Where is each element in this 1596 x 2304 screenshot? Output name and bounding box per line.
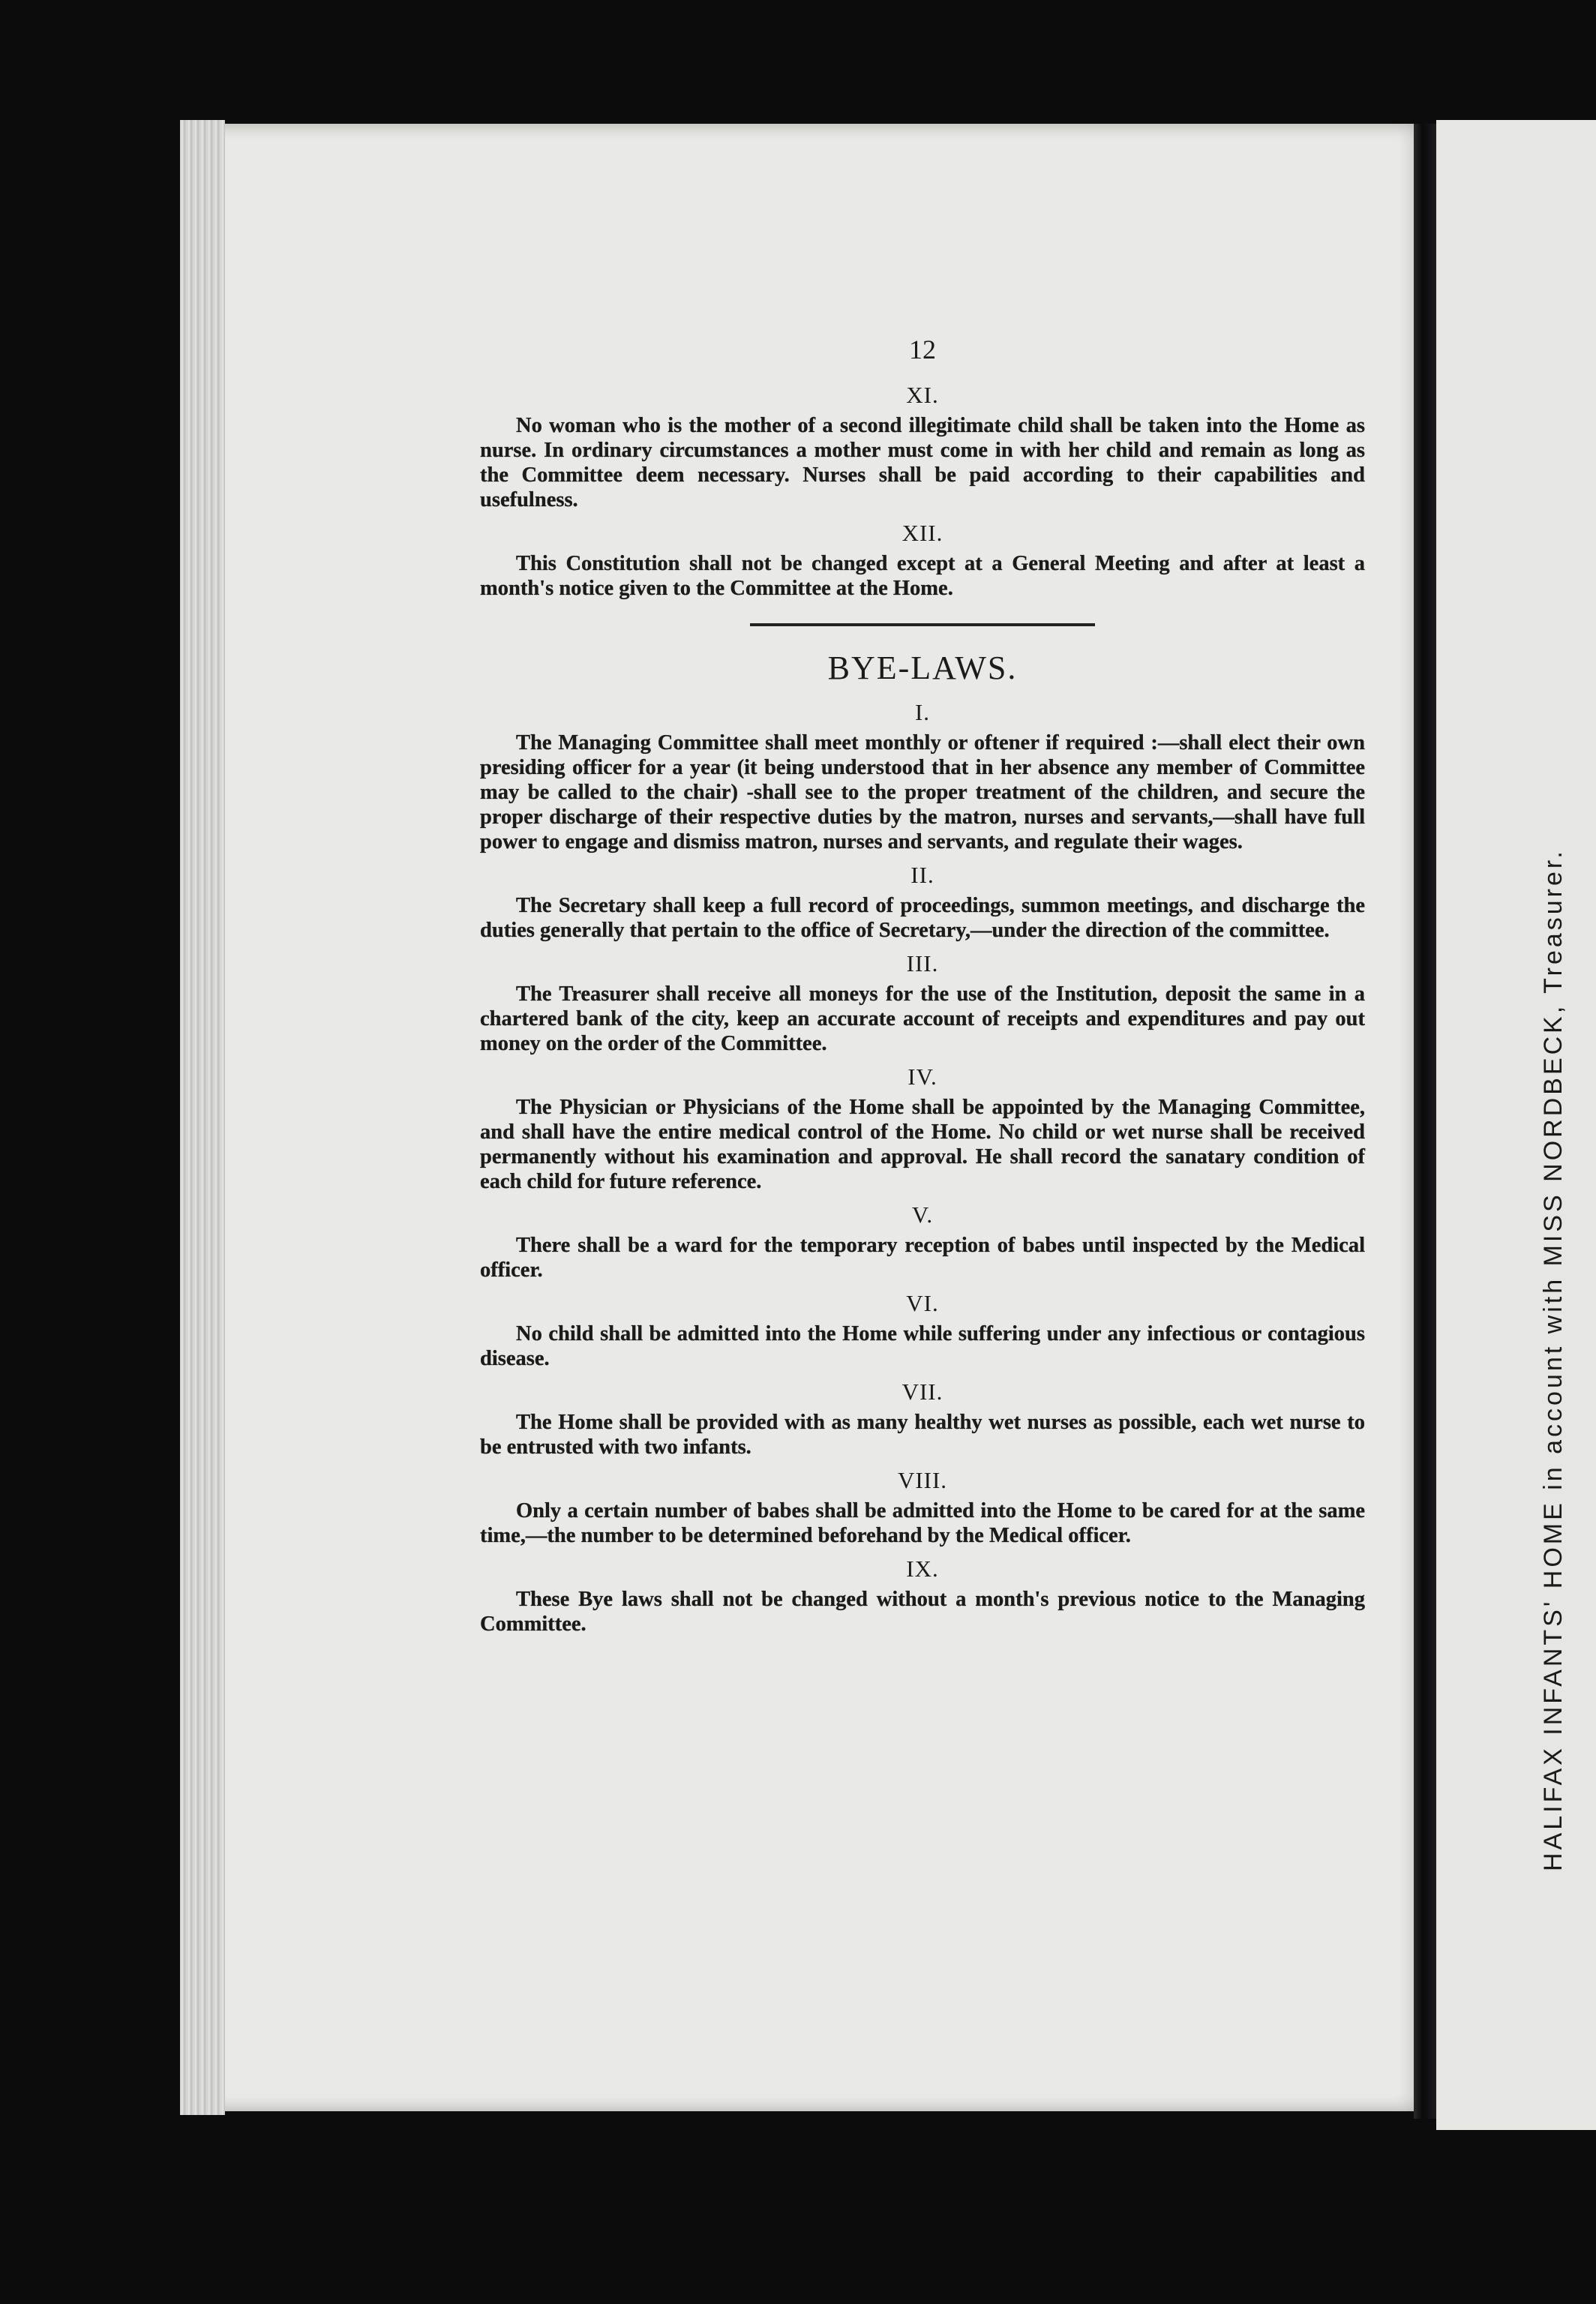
page-content xyxy=(480,334,1365,1642)
bye-law-numeral: IX. xyxy=(906,1556,939,1582)
right-page xyxy=(1436,120,1596,2130)
bye-law-text: No child shall be admitted into the Home while suffering under any infectious or contagious disease. xyxy=(480,1322,1365,1370)
bye-law xyxy=(480,1064,1365,1194)
bye-law-text: These Bye laws shall not be changed without a month's previous notice to the Managing Committee. xyxy=(480,1588,1365,1636)
bye-law xyxy=(480,1467,1365,1548)
bye-law-text: Only a certain number of babes shall be admitted into the Home to be cared for at the same time,—the number to be determined beforehand by the Medical officer. xyxy=(480,1499,1365,1547)
facing-page-heading: HALIFAX INFANTS' HOME in account with MISS NORDBECK, Treasurer. xyxy=(1539,848,1568,1871)
constitution-section xyxy=(480,382,1365,512)
bye-laws-title: BYE-LAWS. xyxy=(827,650,1018,686)
page-edge-stack xyxy=(180,120,225,2115)
book-gutter xyxy=(1414,124,1436,2119)
bye-law-numeral: V. xyxy=(911,1202,934,1228)
bye-law xyxy=(480,1378,1365,1460)
section-numeral: XII. xyxy=(902,520,944,546)
section-text: No woman who is the mother of a second illegitimate child shall be taken into the Home as nurse. In ordinary circumstances a mother must come in with her child and remain as long as the Committee deem necessary. Nurses shall be paid according to their capabilities and usefulness. xyxy=(480,414,1365,512)
bye-law xyxy=(480,1290,1365,1371)
bye-law-numeral: VIII. xyxy=(897,1467,948,1493)
page-number: 12 xyxy=(909,334,936,364)
bye-law-text: The Secretary shall keep a full record of proceedings, summon meetings, and discharge the duties generally that pertain to the office of Secretary,—under the direction of the committee. xyxy=(480,894,1365,942)
bye-law-text: The Physician or Physicians of the Home shall be appointed by the Managing Committee, and shall have the entire medical control of the Home. No child or wet nurse shall be received permanently without his examination and approval. He shall record the sanatary condition of each child for future reference. xyxy=(480,1096,1365,1193)
constitution-section xyxy=(480,520,1365,601)
section-divider xyxy=(750,623,1095,626)
bye-law-numeral: II. xyxy=(910,862,934,888)
bye-law-numeral: VII. xyxy=(902,1378,944,1405)
bye-law-text: The Treasurer shall receive all moneys for the use of the Institution, deposit the same in a chartered bank of the city, keep an accurate account of receipts and expenditures and pay out money on the order of the Committee. xyxy=(480,982,1365,1055)
bye-law-numeral: I. xyxy=(914,699,931,725)
bye-law xyxy=(480,1556,1365,1636)
bye-law-text: There shall be a ward for the temporary reception of babes until inspected by the Medical officer. xyxy=(480,1234,1365,1282)
bye-law-numeral: VI. xyxy=(906,1290,939,1316)
bye-law xyxy=(480,862,1365,943)
bye-law xyxy=(480,1202,1365,1282)
bye-law xyxy=(480,950,1365,1056)
section-text: This Constitution shall not be changed except at a General Meeting and after at least a month's notice given to the Committee at the Home. xyxy=(480,552,1365,600)
bye-law xyxy=(480,699,1365,854)
section-numeral: XI. xyxy=(906,382,939,408)
bye-law-numeral: III. xyxy=(906,950,939,976)
bye-law-text: The Managing Committee shall meet monthly or oftener if required :—shall elect their own presiding officer for a year (it being understood that in her absence any member of Committee may be called to the chair) -shall see to the proper treatment of the children, and secure the proper discharge of their respective duties by the matron, nurses and servants,—shall have full power to engage and dismiss matron, nurses and servants, and regulate their wages. xyxy=(480,731,1365,854)
bye-law-numeral: IV. xyxy=(908,1064,938,1090)
bye-law-text: The Home shall be provided with as many healthy wet nurses as possible, each wet nurse to be entrusted with two infants. xyxy=(480,1411,1365,1459)
